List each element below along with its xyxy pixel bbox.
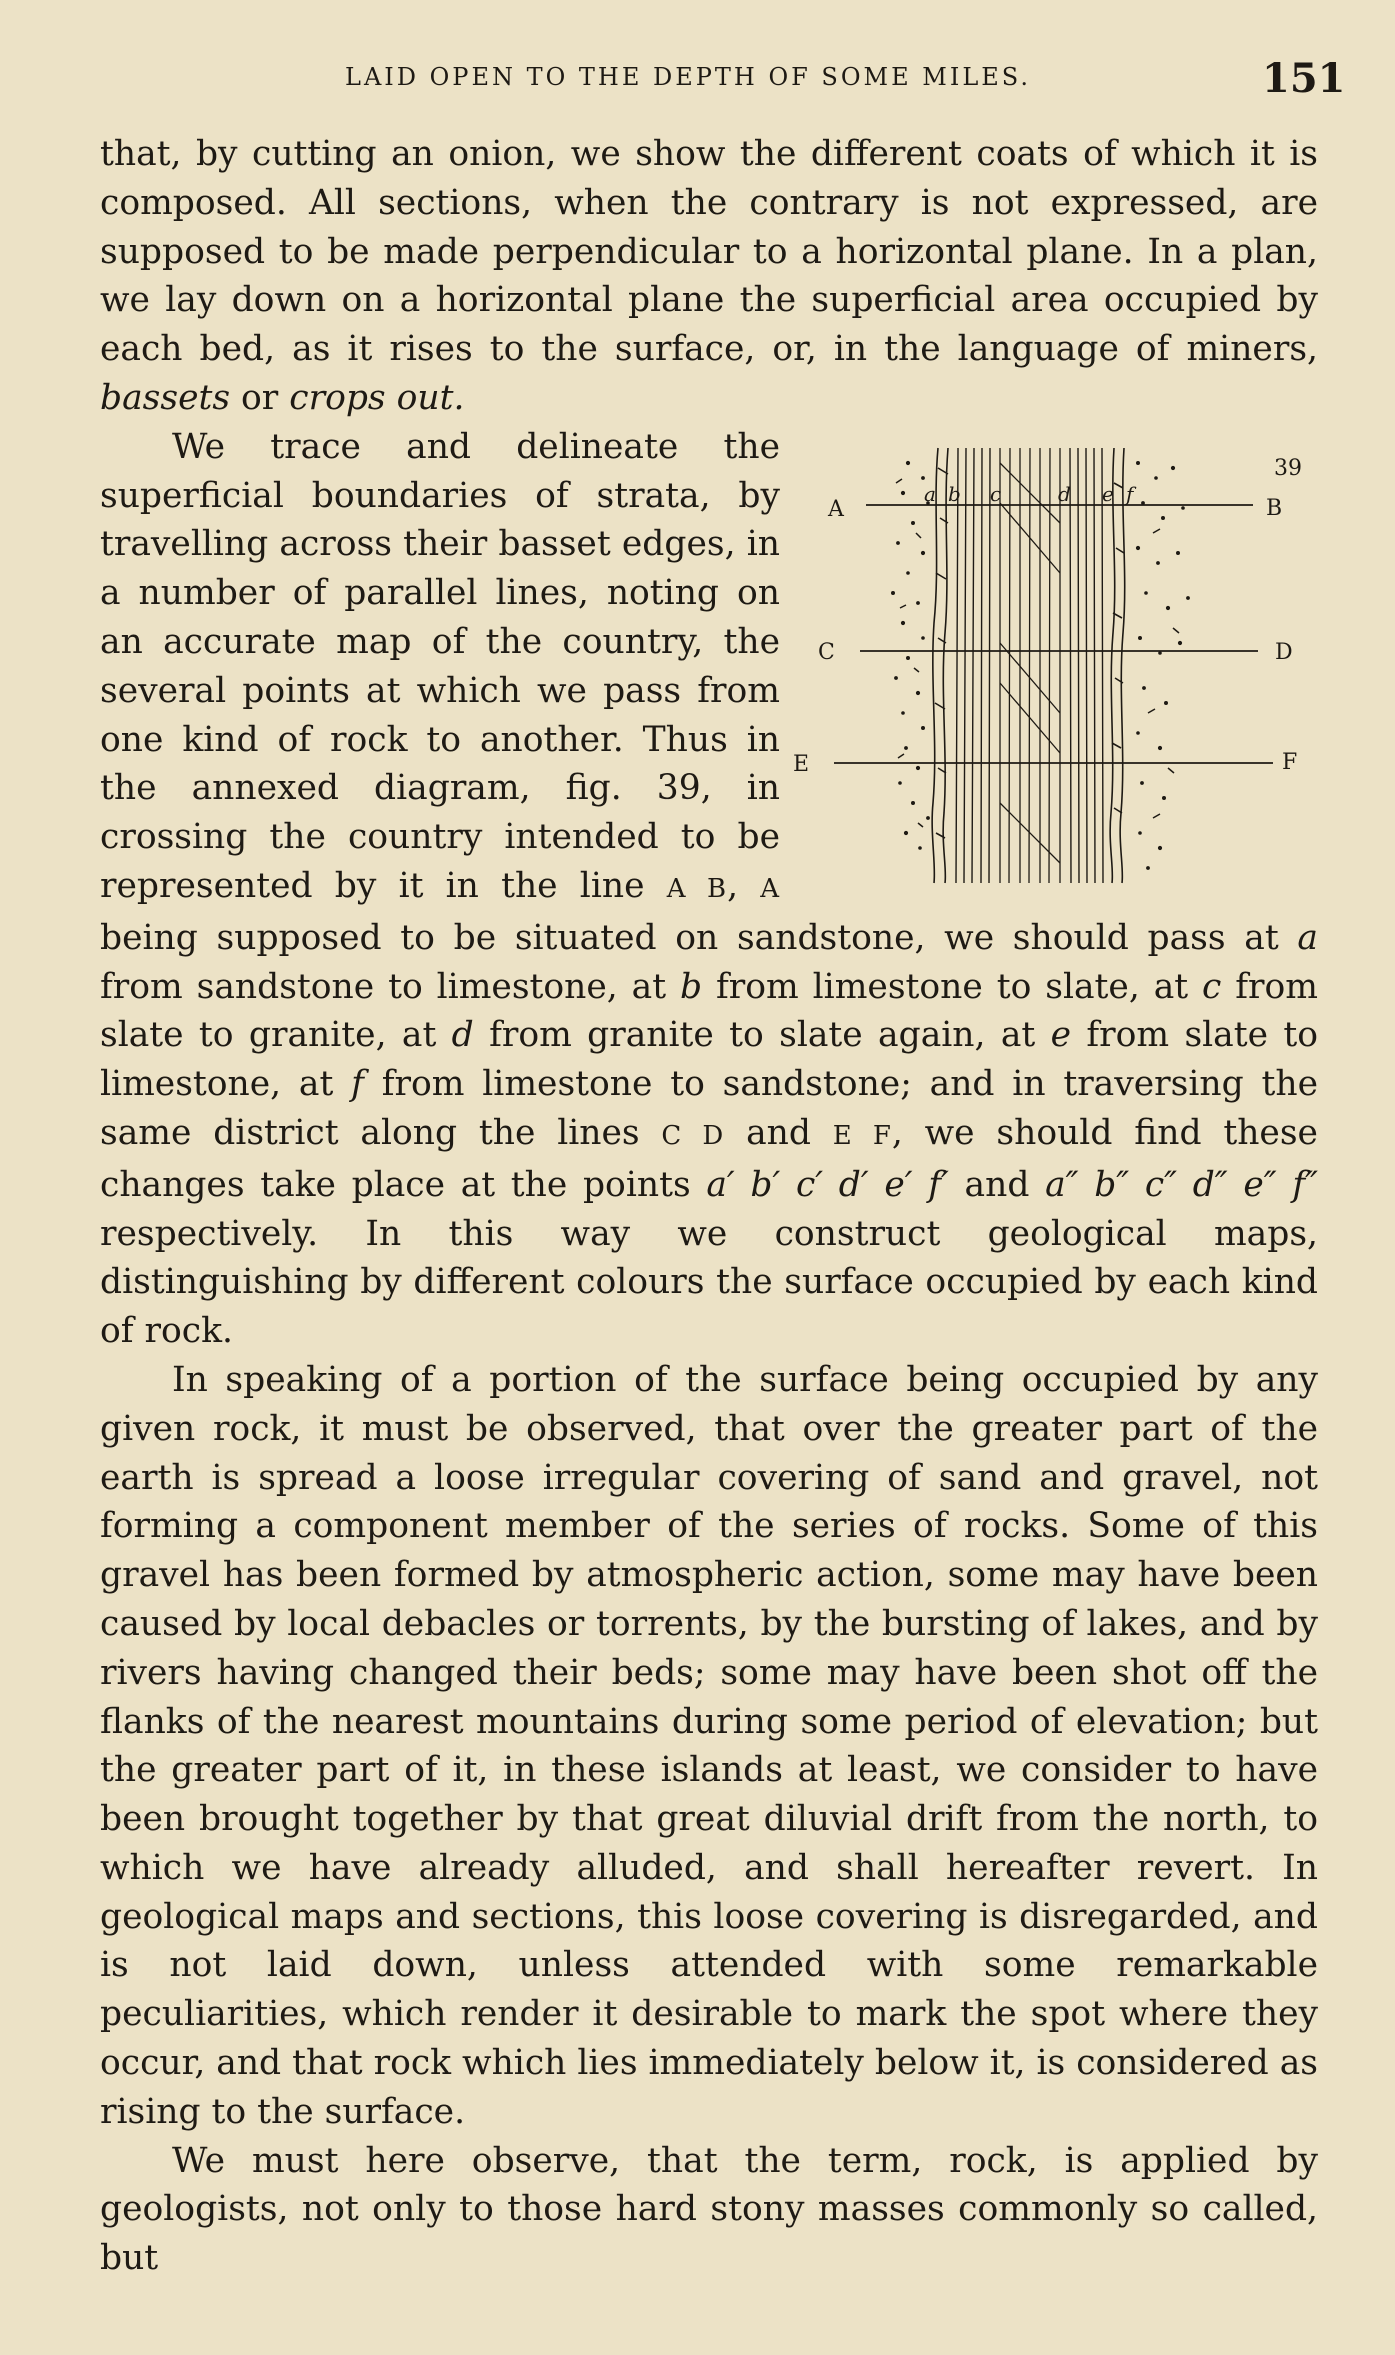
text-run: We must here observe, that the term, rock, is applied by geologists, not only to those hard stony masses commonly so called, but (100, 2140, 1318, 2279)
text-run: C D (661, 1120, 725, 1151)
sandstone-left-stipple (892, 461, 930, 849)
geological-diagram (788, 423, 1318, 893)
text-run: a″ b″ c″ d″ e″ f″ (1045, 1164, 1318, 1205)
granite-center (1000, 448, 1060, 883)
text-run: from slate to limestone, at (100, 1015, 1319, 1105)
limestone-left (932, 448, 948, 883)
section-lines (834, 505, 1273, 763)
text-run: c (1202, 966, 1222, 1007)
paragraph-4 (100, 2137, 1318, 2283)
text-run: a′ b′ c′ d′ e′ f′ (706, 1164, 949, 1205)
text-run: , we should find these changes take place at the points (100, 1112, 1318, 1205)
text-run: from limestone to sandstone; and in traversing the same district along the lines (100, 1064, 1318, 1153)
label-a-line: A (828, 496, 844, 522)
page-number: 151 (1262, 55, 1346, 102)
text-run: A (760, 873, 780, 904)
text-run: f (351, 1064, 364, 1105)
text-run: and (948, 1164, 1046, 1205)
text-run: from slate to granite, at (100, 966, 1319, 1056)
text-run: b (680, 966, 703, 1007)
point-c: c (990, 481, 1002, 506)
point-e: e (1102, 481, 1114, 506)
point-f: f (1126, 481, 1134, 506)
point-b: b (948, 481, 961, 506)
point-d: d (1058, 481, 1071, 506)
text-run: crops out. (289, 377, 465, 418)
text-run: We trace and delineate the superficial boundaries of strata, by travelling across their basset edges, in a number of parallel lines, noting on an accurate map of the country, the several points at which we pass from one kind of rock to another. Thus in the annexed diagram, fig. 39, in crossing the country intended to be represented by it in the line (100, 426, 780, 906)
limestone-right (1110, 448, 1125, 883)
text-run: d (451, 1015, 474, 1056)
point-a: a (924, 481, 936, 506)
text-run: a (1297, 917, 1318, 958)
text-run: or (230, 377, 290, 418)
paragraph-3 (100, 1356, 1318, 2137)
label-e-line: E (793, 751, 810, 777)
text-run: , (727, 865, 761, 906)
text-run: In speaking of a portion of the surface being occupied by any given rock, it must be observed, that over the greater part of the earth is spread a loose irregular covering of sand and gravel, not forming a component member of the series of rocks. Some of this gravel has been formed by atmospheric action, some may have been caused by local debacles or torrents, by the bursting of lakes, and by rivers having changed their beds; some may have been shot off the flanks of the nearest mountains during some period of elevation; but the greater part of it, in these islands at least, we consider to have been brought together by that great diluvial drift from the north, to which we have already alluded, and shall hereafter revert. In geological maps and sections, this loose covering is disregarded, and is not laid down, unless attended with some remarkable peculiarities, which render it desirable to mark the spot where they occur, and that rock which lies immediately below it, is considered as rising to the surface. (100, 1359, 1318, 2132)
text-run: E F (832, 1120, 892, 1151)
text-run: from limestone to slate, at (702, 966, 1203, 1007)
label-c-line: C (818, 639, 835, 665)
label-f-line: F (1282, 749, 1298, 775)
label-d-line: D (1275, 639, 1293, 665)
page-header (0, 55, 1395, 105)
label-b-line: B (1266, 495, 1283, 521)
text-run: bassets (100, 377, 231, 418)
text-run: and (724, 1112, 833, 1153)
text-run: respectively. In this way we construct geological maps, distinguishing by different colours the surface occupied by each kind of rock. (100, 1213, 1318, 1352)
text-run: A B (666, 873, 728, 904)
figure-39 (788, 423, 1318, 893)
body-text (100, 130, 1318, 2283)
text-run: that, by cutting an onion, we show the different coats of which it is composed. All sections, when the contrary is not expressed, are supposed to be made perpendicular to a horizontal plane. In a plan, we lay down on a horizontal plane the superficial area occupied by each bed, as it rises to the surface, or, in the language of miners, (100, 134, 1318, 370)
slate-left (956, 448, 990, 883)
sandstone-right-stipple (1136, 461, 1189, 869)
paragraph-1 (100, 130, 1318, 423)
text-run: e (1050, 1015, 1072, 1056)
paragraph-2 (100, 423, 1318, 1356)
text-run: from granite to slate again, at (473, 1015, 1051, 1056)
running-head: LAID OPEN TO THE DEPTH OF SOME MILES. (345, 63, 1031, 91)
slate-right (1070, 448, 1103, 883)
figure-number: 39 (1274, 455, 1302, 481)
text-run: being supposed to be situated on sandstone, we should pass at (100, 917, 1298, 958)
text-run: from sandstone to limestone, at (100, 966, 680, 1007)
